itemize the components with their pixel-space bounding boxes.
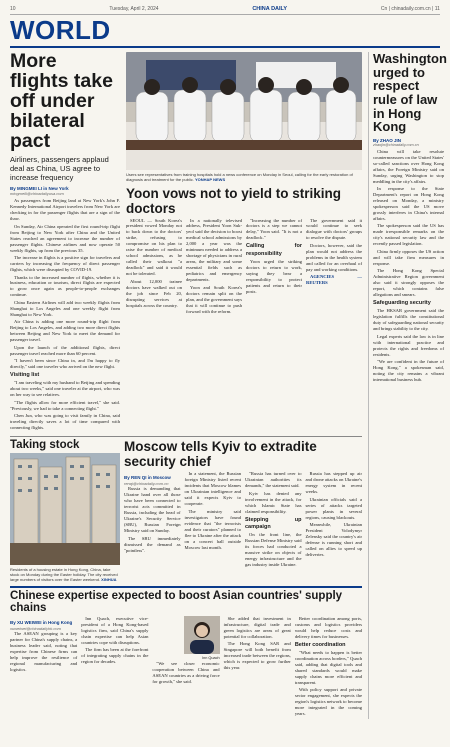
- page-site: Cn | chinadaily.com.cn | 11: [380, 6, 440, 12]
- paragraph: "We see closer economic cooperation between China and ASEAN countries as a driving force for growth," she said.: [152, 660, 220, 684]
- paragraph: "I haven't been since China in, and I'm happy to fly directly," said one traveler who arrived on the new flight.: [10, 358, 120, 370]
- paragraph: "The flights allow for more efficient travel," she said. "Previously, we had to take a connecting flight.": [10, 399, 120, 411]
- paragraph: The government said it would continue to seek dialogue with doctors' groups to resolve the dispute.: [306, 217, 362, 241]
- paragraph: Ukrainian officials said a series of attacks targeted power plants in several regions, causing blackouts.: [305, 496, 362, 520]
- ceo-byline: By XU WEIWEI in Hong Kong: [10, 620, 73, 626]
- paragraph: "Increasing the number of doctors is a step we cannot delay," Yoon said. "It is not a deadlock.": [246, 217, 302, 241]
- paragraph: China will take resolute countermeasures on the United States' so-called sanctions over Hong Kong affairs, the Foreign Ministry said on Sunday, urging Washington to stop meddling in the city's affairs.: [373, 148, 444, 184]
- korea-headline: Yoon vows not to yield to striking doctors: [126, 185, 342, 216]
- paragraph: Russia is demanding that Ukraine hand over all those who have been connected to terrorist acts committed in Russia, including the head of Ukraine's Security Service (SBU), Russian Foreign Ministry said on Sunday.: [124, 486, 181, 534]
- paragraph: The ministry said investigators have found evidence that "the terrorists and their curators" planned to flee to Ukraine after the attack on a concert hall outside Moscow last month.: [184, 508, 241, 550]
- portrait-caption: Inn Quach: [202, 656, 220, 661]
- paragraph: In a nationally televised address, President Yoon Suk-yeol said the decision to boost medical school admissions by 2,000 a year was the minimum needed to address a shortage of physicians in rural areas, the military and some essential fields such as pediatrics and emergency departments.: [186, 217, 242, 283]
- taking-stock-feature: [10, 439, 120, 582]
- taking-stock-title: Taking stock: [10, 439, 80, 452]
- moscow-subhead: Stepping up campaign: [245, 516, 302, 530]
- lead-article: [10, 52, 120, 432]
- paragraph: Legal experts said the law is in line with international practice and protects the rights and freedoms of residents.: [373, 333, 444, 357]
- korea-body: [126, 218, 362, 317]
- page-number: 10: [10, 6, 16, 12]
- paragraph: "We are confident in the future of Hong Kong," a spokesman said, noting the city remains a vibrant international business hub.: [373, 358, 444, 382]
- paragraph: In response to the State Department's report on Hong Kong released on Monday, a ministry spokesperson said the US move grossly interferes in China's internal affairs.: [373, 186, 444, 221]
- lead-headline: More flights take off under bilateral pact: [10, 50, 113, 152]
- moscow-byline: By REN QI in Moscow: [124, 475, 171, 481]
- side-byline: By ZHAO JIN: [373, 137, 402, 143]
- paragraph: Russia has stepped up air and drone attacks on Ukraine's energy system in recent weeks.: [305, 471, 362, 495]
- paragraph: The firm has been at the forefront of integrating supply chains in the region for decades.: [81, 647, 149, 665]
- paragraph: Yoon urged the striking doctors to return to work, saying they bear a responsibility to protect patients and return to their posts.: [246, 258, 302, 294]
- paragraph: China firmly opposes the US action and will take firm measures in response.: [373, 248, 444, 266]
- portrait-photo: [184, 616, 220, 654]
- paragraph: On Sunday, Air China operated the first round-trip flight from Beijing to New York after China and the United States reached an agreement to increase the number of passenger flights. Chinese airlines and now operate 50 weekly flights, up from the previous 35.: [10, 223, 120, 253]
- moscow-headline: Moscow tells Kyiv to extradite security chief: [124, 439, 317, 470]
- housing-estate-photo: [10, 453, 120, 565]
- divider: [10, 586, 362, 588]
- paragraph: SEOUL — South Korea's president vowed Monday not to back down to the doctors' strike, refusing to compromise on his plan to raise the number of medical school admissions, as he called their walkout "a deadlock" and said it would not be tolerated.: [126, 217, 182, 277]
- page-date: Tuesday, April 2, 2024: [109, 6, 159, 12]
- side-headline: Washington urged to respect rule of law in Hong Kong: [373, 51, 447, 135]
- paragraph: "What needs to happen is better coordination across borders," Quach said, adding that digital tools and shared standards would make supply chains more efficient and transparent.: [294, 650, 363, 685]
- moscow-byline-email: renqi@chinadaily.com.cn: [124, 481, 169, 487]
- section-title: WORLD: [10, 15, 111, 45]
- paragraph: In a statement, the Russian foreign Ministry listed recent incidents that Moscow blames on Ukrainian intelligence and said it expects Kyiv to cooperate.: [184, 471, 241, 507]
- paragraph: Meanwhile, Ukrainian President Volodymyr Zelensky said the country's air defense is running short and called on allies to speed up deliveries.: [305, 522, 362, 558]
- moscow-article: [124, 439, 362, 582]
- paragraph: The SBU immediately dismissed the demand as "pointless".: [124, 535, 181, 553]
- section-rule: [10, 46, 440, 48]
- side-byline-email: zhaojin@chinadaily.com.cn: [373, 142, 419, 147]
- paragraph: Kyiv has denied any involvement in the attack, for which Islamic State has claimed responsibility.: [245, 490, 302, 514]
- taking-stock-caption: [10, 567, 120, 582]
- side-subhead: Safeguarding security: [373, 300, 431, 307]
- ceo-byline-email: xuweiwei@chinadailyhk.com: [10, 625, 61, 631]
- lead-byline: By MINGMEI LI in New York: [10, 186, 69, 192]
- brand-logo: CHINA DAILY: [252, 6, 288, 12]
- paragraph: The Hong Kong Special Administrative Region government also said it strongly opposes the report, which contains false allegations and smears.: [373, 268, 444, 298]
- lead-body: [10, 198, 120, 431]
- paragraph: On the front line, the Russian Defense Ministry said its forces had conducted a massive strike on objects of energy infrastructure and the gas industry inside Ukraine.: [245, 531, 302, 567]
- paragraph: About 12,000 trainee doctors have walked out on the job since Feb 20, disrupting services at hospitals across the country.: [126, 278, 182, 308]
- lead-deck: Airliners, passengers applaud deal as China, US agree to increase frequency: [10, 155, 109, 183]
- paragraph: The spokesperson said the US has made irresponsible remarks on the city's national security law and the recently passed legislation.: [373, 223, 444, 247]
- photo-caption: [126, 172, 362, 182]
- paragraph: Chen Jun, who was going to visit family in China, said traveling directly saves a lot of time compared with connecting flights.: [10, 413, 120, 430]
- paragraph: She added that investment in infrastructure, digital trade and green logistics are areas of great potential for collaboration.: [223, 616, 291, 639]
- press-conference-photo: [126, 52, 362, 170]
- paragraph: Inn Quach, executive vice-president of a Hong Kong-based logistics firm, said China's supply chain expertise can help Asian countries cope with disruptions.: [81, 616, 149, 645]
- lead-byline-email: mingmeili@chinadailyusa.com: [10, 191, 64, 197]
- paragraph: The HKSAR government said the legislation fulfills the constitutional duty of safeguarding national security and brings stability to the city.: [373, 308, 444, 332]
- paragraph: Better coordination among ports, customs and logistics providers would help reduce costs and delivery times for businesses.: [294, 616, 363, 639]
- paragraph: "I am traveling with my husband to Beijing and spending about two weeks," said one traveler at the airport, who was on her way to see relatives.: [10, 380, 120, 398]
- caption-text: Residents of a housing estate in Hong Kong, China, take stock on Monday during the Easter holiday. The city received large numbers of visitors over the Easter weekend.: [10, 566, 118, 582]
- paragraph: The ASEAN grouping is a key partner for China's supply chains, a business leader said, noting that expertise from Chinese firms can help improve the resilience of regional manufacturing and logistics.: [10, 631, 78, 672]
- supply-chain-article: [10, 590, 362, 719]
- lead-subhead: Visiting list: [10, 372, 40, 379]
- main-column: [10, 52, 362, 719]
- supply-chain-headline: Chinese expertise expected to boost Asian countries' supply chains: [10, 589, 343, 614]
- paragraph: The increase in flights is a positive sign for travelers and carriers by increasing the frequency of direct passenger flights, which were disrupted by COVID-19.: [10, 255, 120, 273]
- paragraph: Air China is adding one more round-trip flight from Beijing to Los Angeles, and adding two more direct flights between Beijing and New York to meet the demand for passenger travel.: [10, 319, 120, 343]
- photo-credit: XINHUA: [101, 576, 117, 582]
- paragraph: With policy support and private sector engagement, she expects the region's logistics network to become more integrated in the coming years.: [294, 687, 363, 717]
- page-header: [10, 6, 440, 15]
- divider: [10, 436, 362, 437]
- side-column: [368, 51, 447, 719]
- korea-credit: AGENCIES — REUTERS: [306, 274, 362, 286]
- paragraph: China Eastern Airlines will add two weekly flights from Shanghai to Los Angeles and one weekly flight from Shanghai to New York.: [10, 299, 120, 317]
- paragraph: As passengers from Beijing land at New York's John F. Kennedy International Airport travelers from New York are checking in for the passenger flights that are a sign of the thaw.: [10, 198, 120, 222]
- ceo-subhead: Better coordination: [294, 641, 346, 648]
- paragraph: Yoon and South Korea's doctors remain split on the plan, and the government says that it will continue to push forward with the reform.: [186, 284, 242, 314]
- paragraph: The Hong Kong SAR and Singapore will both benefit from increased trade between the regions, which is expected to grow further this year.: [223, 641, 291, 671]
- caption-text: Users see representatives from training hospitals hold a news conference on Monday in Seoul, calling for the early restoration of diagnosis and treatment for the public.: [126, 171, 353, 182]
- paragraph: "Russia has turned over to Ukrainian authorities its demands," the statement said.: [245, 471, 302, 489]
- paragraph: Upon the launch of the additional flights, direct passenger travel reached more than 60 percent.: [10, 344, 120, 356]
- photo-credit: YONHAP NEWS: [194, 176, 226, 182]
- paragraph: Thanks to the increased number of flights, whether it is business, education or tourism, direct flights are expected to grow once again as people-to-people exchanges continue.: [10, 274, 120, 298]
- side-body: [373, 149, 444, 383]
- paragraph: Doctors, however, said the plan would not address the problems in the health system and called for an overhaul of pay and working conditions.: [306, 242, 362, 272]
- korea-subhead: Calling for responsibility: [246, 243, 302, 257]
